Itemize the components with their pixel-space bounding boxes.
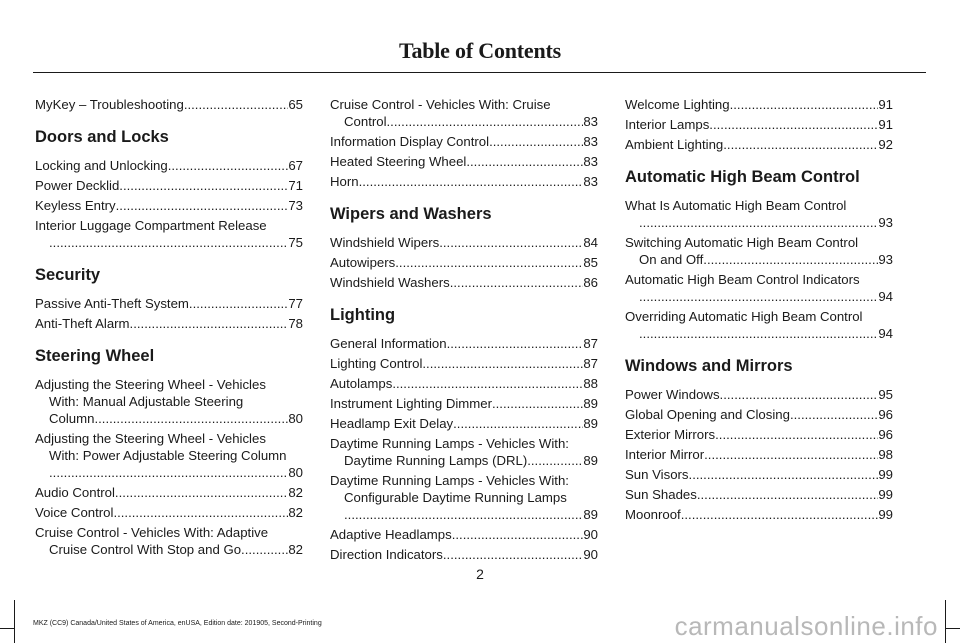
- toc-entry-keyless-entry[interactable]: [35, 197, 303, 214]
- toc-entry-sun-shades[interactable]: [625, 486, 893, 503]
- dot-leader: [466, 153, 583, 170]
- toc-page-number: 99: [878, 467, 893, 482]
- toc-entry-text: Adjusting the Steering Wheel - Vehicles: [35, 431, 266, 446]
- toc-entry-adjusting-the-steering-wheel-vehicles[interactable]: [35, 376, 303, 427]
- dot-leader: [450, 274, 584, 291]
- toc-page-number: 96: [878, 427, 893, 442]
- dot-leader: [492, 395, 583, 412]
- toc-entry-general-information[interactable]: [330, 335, 598, 352]
- toc-page-number: 73: [288, 198, 303, 213]
- toc-page-number: 87: [583, 356, 598, 371]
- toc-page-number: 82: [288, 505, 303, 520]
- toc-page-number: 90: [583, 527, 598, 542]
- toc-entry-text: Headlamp Exit Delay: [330, 416, 454, 431]
- toc-entry-text: Control: [344, 114, 387, 129]
- toc-entry-text: Daytime Running Lamps (DRL): [344, 453, 528, 468]
- toc-entry-direction-indicators[interactable]: [330, 546, 598, 563]
- toc-entry-text: Column: [49, 411, 95, 426]
- dot-leader: [395, 254, 583, 271]
- toc-entry-interior-luggage-compartment-release[interactable]: [35, 217, 303, 251]
- toc-entry-text: General Information: [330, 336, 447, 351]
- toc-page-number: 91: [878, 117, 893, 132]
- toc-entry-text: Interior Luggage Compartment Release: [35, 218, 267, 233]
- dot-leader: [730, 96, 879, 113]
- watermark: carmanualsonline.info: [674, 611, 938, 641]
- toc-column-3: [625, 96, 893, 526]
- toc-entry-text: Windshield Washers: [330, 275, 450, 290]
- crop-mark: [0, 628, 14, 629]
- dot-leader: [439, 234, 583, 251]
- toc-entry-text: Locking and Unlocking: [35, 158, 168, 173]
- toc-entry-what-is-automatic-high-beam-control[interactable]: [625, 197, 893, 231]
- dot-leader: [359, 173, 584, 190]
- toc-page-number: 94: [878, 326, 893, 341]
- dot-leader: [49, 464, 288, 481]
- toc-entry-text: Switching Automatic High Beam Control: [625, 235, 859, 250]
- toc-page-number: 78: [288, 316, 303, 331]
- toc-entry-text: Power Windows: [625, 387, 720, 402]
- toc-entry-welcome-lighting[interactable]: [625, 96, 893, 113]
- toc-entry-automatic-high-beam-control-indicators[interactable]: [625, 271, 893, 305]
- toc-entry-interior-lamps[interactable]: [625, 116, 893, 133]
- toc-page-number: 94: [878, 289, 893, 304]
- toc-page-number: 71: [288, 178, 303, 193]
- toc-page-number: 67: [288, 158, 303, 173]
- toc-entry-autolamps[interactable]: [330, 375, 598, 392]
- toc-entry-horn[interactable]: [330, 173, 598, 190]
- toc-entry-interior-mirror[interactable]: [625, 446, 893, 463]
- toc-entry-text: Power Decklid: [35, 178, 120, 193]
- toc-entry-text: With: Power Adjustable Steering Column: [49, 448, 287, 463]
- toc-page-number: 84: [583, 235, 598, 250]
- toc-entry-text: Passive Anti-Theft System: [35, 296, 189, 311]
- toc-entry-sun-visors[interactable]: [625, 466, 893, 483]
- dot-leader: [703, 251, 878, 268]
- toc-page-number: 95: [878, 387, 893, 402]
- toc-entry-text: Windshield Wipers: [330, 235, 440, 250]
- toc-page-number: 88: [583, 376, 598, 391]
- toc-entry-text: Keyless Entry: [35, 198, 116, 213]
- dot-leader: [344, 506, 583, 523]
- toc-entry-text: Audio Control: [35, 485, 115, 500]
- toc-page-number: 83: [583, 114, 598, 129]
- dot-leader: [119, 177, 288, 194]
- toc-page-number: 82: [288, 485, 303, 500]
- toc-entry-cruise-control-vehicles-with-cruise[interactable]: [330, 96, 598, 130]
- toc-entry-text: Interior Mirror: [625, 447, 705, 462]
- toc-page-number: 83: [583, 134, 598, 149]
- section-heading-doors-and-locks: Doors and Locks: [35, 128, 169, 146]
- toc-entry-text: Configurable Daytime Running Lamps: [344, 490, 567, 505]
- toc-entry-text: Ambient Lighting: [625, 137, 724, 152]
- toc-page-number: 83: [583, 154, 598, 169]
- toc-entry-text: Autowipers: [330, 255, 396, 270]
- toc-entry-text: Anti-Theft Alarm: [35, 316, 130, 331]
- section-heading-steering-wheel: Steering Wheel: [35, 347, 155, 365]
- toc-page-number: 83: [583, 174, 598, 189]
- toc-entry-audio-control[interactable]: [35, 484, 303, 501]
- toc-entry-text: Sun Shades: [625, 487, 697, 502]
- toc-entry-text: Autolamps: [330, 376, 393, 391]
- toc-entry-lighting-control[interactable]: [330, 355, 598, 372]
- dot-leader: [189, 295, 288, 312]
- toc-entry-text: MyKey – Troubleshooting: [35, 97, 184, 112]
- crop-mark: [946, 628, 960, 629]
- toc-page-number: 75: [288, 235, 303, 250]
- toc-page-number: 85: [583, 255, 598, 270]
- title-rule: [33, 72, 926, 73]
- toc-page-number: 80: [288, 411, 303, 426]
- toc-page-number: 98: [878, 447, 893, 462]
- toc-entry-text: Lighting Control: [330, 356, 423, 371]
- dot-leader: [447, 335, 584, 352]
- toc-page-number: 89: [583, 507, 598, 522]
- toc-entry-anti-theft-alarm[interactable]: [35, 315, 303, 332]
- dot-leader: [113, 504, 288, 521]
- toc-page-number: 93: [878, 215, 893, 230]
- toc-page-number: 86: [583, 275, 598, 290]
- toc-entry-instrument-lighting-dimmer[interactable]: [330, 395, 598, 412]
- dot-leader: [422, 355, 583, 372]
- crop-mark: [945, 600, 946, 643]
- toc-entry-text: Sun Visors: [625, 467, 689, 482]
- toc-entry-global-opening-and-closing[interactable]: [625, 406, 893, 423]
- dot-leader: [715, 426, 878, 443]
- toc-page-number: 87: [583, 336, 598, 351]
- toc-entry-power-windows[interactable]: [625, 386, 893, 403]
- toc-entry-exterior-mirrors[interactable]: [625, 426, 893, 443]
- dot-leader: [452, 526, 584, 543]
- toc-page-number: 89: [583, 416, 598, 431]
- dot-leader: [387, 113, 584, 130]
- dot-leader: [453, 415, 583, 432]
- toc-page-number: 89: [583, 453, 598, 468]
- toc-entry-text: With: Manual Adjustable Steering: [49, 394, 244, 409]
- dot-leader: [168, 157, 289, 174]
- dot-leader: [184, 96, 289, 113]
- dot-leader: [443, 546, 583, 563]
- toc-entry-text: Adaptive Headlamps: [330, 527, 452, 542]
- toc-entry-daytime-running-lamps-vehicles-with[interactable]: [330, 435, 598, 469]
- section-heading-wipers-and-washers: Wipers and Washers: [330, 205, 492, 223]
- toc-entry-text: Adjusting the Steering Wheel - Vehicles: [35, 377, 266, 392]
- dot-leader: [689, 466, 879, 483]
- toc-entry-text: Heated Steering Wheel: [330, 154, 467, 169]
- toc-entry-adjusting-the-steering-wheel-vehicles[interactable]: [35, 430, 303, 481]
- toc-page-number: 80: [288, 465, 303, 480]
- section-heading-windows-and-mirrors: Windows and Mirrors: [625, 357, 793, 375]
- dot-leader: [723, 136, 878, 153]
- toc-entry-text: Interior Lamps: [625, 117, 710, 132]
- dot-leader: [639, 288, 878, 305]
- dot-leader: [639, 214, 878, 231]
- dot-leader: [115, 484, 288, 501]
- toc-entry-text: Daytime Running Lamps - Vehicles With:: [330, 473, 569, 488]
- toc-page-number: 91: [878, 97, 893, 112]
- toc-entry-text: Cruise Control With Stop and Go: [49, 542, 242, 557]
- toc-entry-autowipers[interactable]: [330, 254, 598, 271]
- toc-page-number: 99: [878, 507, 893, 522]
- toc-entry-overriding-automatic-high-beam-control[interactable]: [625, 308, 893, 342]
- toc-page-number: 93: [878, 252, 893, 267]
- section-heading-security: Security: [35, 266, 101, 284]
- dot-leader: [704, 446, 878, 463]
- dot-leader: [116, 197, 289, 214]
- dot-leader: [681, 506, 879, 523]
- toc-entry-text: Instrument Lighting Dimmer: [330, 396, 492, 411]
- toc-page-number: 96: [878, 407, 893, 422]
- toc-entry-headlamp-exit-delay[interactable]: [330, 415, 598, 432]
- toc-entry-windshield-wipers[interactable]: [330, 234, 598, 251]
- toc-entry-text: Welcome Lighting: [625, 97, 730, 112]
- dot-leader: [392, 375, 583, 392]
- toc-entry-text: Moonroof: [625, 507, 681, 522]
- toc-entry-text: On and Off: [639, 252, 704, 267]
- toc-column-2: [330, 96, 598, 566]
- toc-entry-heated-steering-wheel[interactable]: [330, 153, 598, 170]
- toc-entry-windshield-washers[interactable]: [330, 274, 598, 291]
- toc-entry-daytime-running-lamps-vehicles-with[interactable]: [330, 472, 598, 523]
- dot-leader: [720, 386, 879, 403]
- toc-entry-text: Direction Indicators: [330, 547, 443, 562]
- toc-entry-text: Voice Control: [35, 505, 114, 520]
- toc-entry-locking-and-unlocking[interactable]: [35, 157, 303, 174]
- dot-leader: [130, 315, 289, 332]
- dot-leader: [790, 406, 878, 423]
- toc-entry-switching-automatic-high-beam-control[interactable]: [625, 234, 893, 268]
- dot-leader: [527, 452, 583, 469]
- toc-entry-ambient-lighting[interactable]: [625, 136, 893, 153]
- toc-entry-power-decklid[interactable]: [35, 177, 303, 194]
- toc-page-number: 90: [583, 547, 598, 562]
- dot-leader: [697, 486, 878, 503]
- toc-page-number: 89: [583, 396, 598, 411]
- dot-leader: [489, 133, 583, 150]
- dot-leader: [709, 116, 878, 133]
- page-title: Table of Contents: [398, 38, 562, 63]
- dot-leader: [639, 325, 878, 342]
- toc-entry-text: Horn: [330, 174, 359, 189]
- toc-page-number: 77: [288, 296, 303, 311]
- toc-entry-text: Exterior Mirrors: [625, 427, 716, 442]
- toc-entry-text: Overriding Automatic High Beam Control: [625, 309, 863, 324]
- toc-page-number: 92: [878, 137, 893, 152]
- crop-mark: [14, 600, 15, 643]
- toc-entry-cruise-control-vehicles-with-adaptive[interactable]: [35, 524, 303, 558]
- toc-entry-mykey-troubleshooting[interactable]: [35, 96, 303, 113]
- toc-entry-voice-control[interactable]: [35, 504, 303, 521]
- toc-entry-text: Cruise Control - Vehicles With: Adaptive: [35, 525, 269, 540]
- toc-page-number: 99: [878, 487, 893, 502]
- toc-entry-information-display-control[interactable]: [330, 133, 598, 150]
- toc-entry-text: What Is Automatic High Beam Control: [625, 198, 847, 213]
- edition-footer: MKZ (CC9) Canada/United States of America, enUSA, Edition date: 201905, Second-Printing: [33, 620, 322, 627]
- section-heading-lighting: Lighting: [330, 306, 396, 324]
- toc-entry-passive-anti-theft-system[interactable]: [35, 295, 303, 312]
- toc-entry-text: Cruise Control - Vehicles With: Cruise: [330, 97, 551, 112]
- page-number: 2: [476, 566, 484, 582]
- dot-leader: [94, 410, 288, 427]
- toc-page-number: 82: [288, 542, 303, 557]
- toc-entry-text: Global Opening and Closing: [625, 407, 790, 422]
- toc-column-1: [35, 96, 303, 561]
- toc-entry-text: Daytime Running Lamps - Vehicles With:: [330, 436, 569, 451]
- toc-entry-text: Information Display Control: [330, 134, 490, 149]
- toc-entry-adaptive-headlamps[interactable]: [330, 526, 598, 543]
- dot-leader: [241, 541, 288, 558]
- toc-entry-text: Automatic High Beam Control Indicators: [625, 272, 860, 287]
- toc-entry-moonroof[interactable]: [625, 506, 893, 523]
- dot-leader: [49, 234, 288, 251]
- toc-page-number: 65: [288, 97, 303, 112]
- section-heading-automatic-high-beam-control: Automatic High Beam Control: [625, 168, 860, 186]
